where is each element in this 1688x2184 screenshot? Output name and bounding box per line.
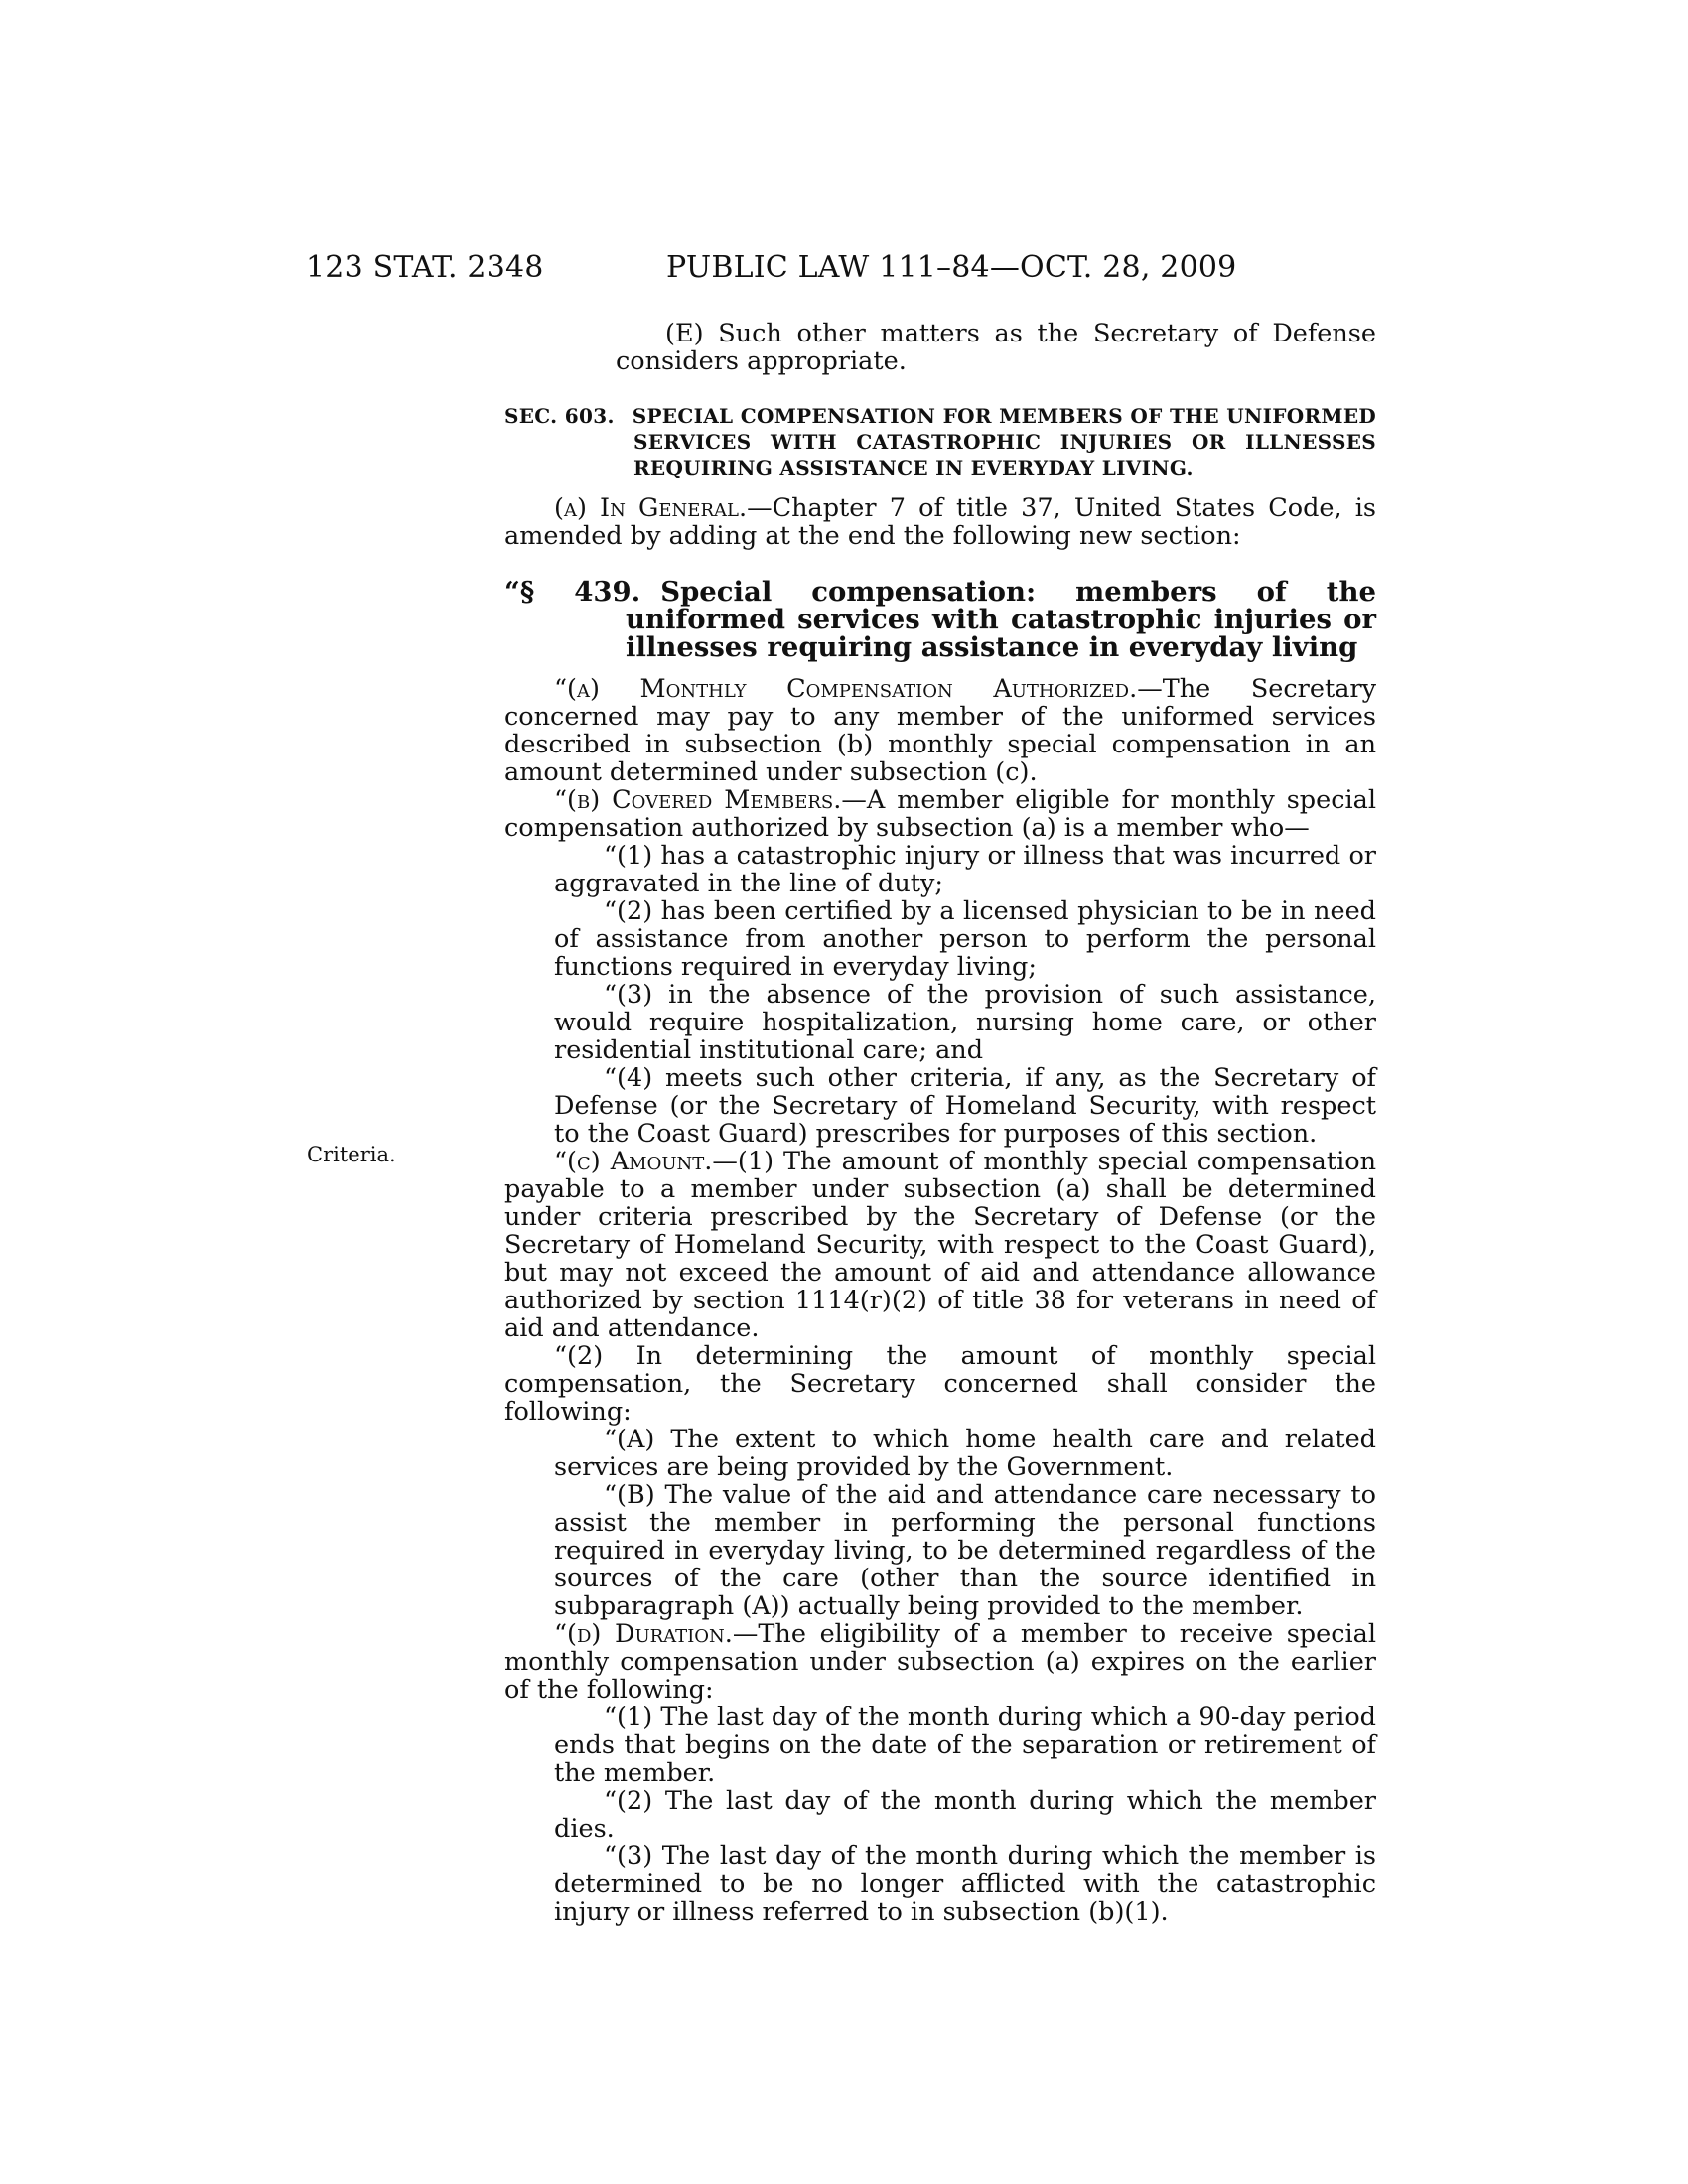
amount-paragraph-2: “(2) In determining the amount of monthly special compensation, the Secretary concerned shall consider the following: [504, 1341, 1376, 1427]
monthly-compensation-heading: “(a) Monthly Compensation Authorized. [554, 674, 1138, 704]
covered-members-heading: “(b) Covered Members. [554, 785, 842, 815]
amount-paragraph [504, 1148, 1376, 1342]
monthly-compensation-text: —The Secretary concerned may pay to any member of the uniformed services described in subsection (b) monthly special compensation in an amount determined under subsection (c). [504, 674, 1376, 787]
running-header: PUBLIC LAW 111–84—OCT. 28, 2009 [666, 250, 1237, 285]
covered-members-paragraph [504, 786, 1376, 842]
covered-members-text: —A member eligible for monthly special compensation authorized by subsection (a) is a member who— [504, 785, 1376, 843]
covered-member-criterion-3: “(3) in the absence of the provision of such assistance, would require hospitalization, nursing home care, or other residential institutional care; and [554, 980, 1376, 1065]
amount-text: —(1) The amount of monthly special compensation payable to a member under subsection (a) shall be determined under criteria prescribed by the Secretary of Defense (or the Secretary of Homeland Security, with respect to the Coast Guard), but may not exceed the amount of aid and attendance allowance authorized by section 1114(r)(2) of title 38 for veterans in need of aid and attendance. [504, 1147, 1377, 1343]
duration-heading: “(d) Duration. [554, 1619, 733, 1649]
subsection-a-text: —Chapter 7 of title 37, United States Code, is amended by adding at the end the following new section: [504, 493, 1376, 551]
duration-paragraph [504, 1620, 1376, 1704]
covered-member-criterion-2: “(2) has been certified by a licensed physician to be in need of assistance from another person to perform the personal functions required in everyday living; [554, 896, 1376, 982]
statute-page-number: 123 STAT. 2348 [306, 250, 544, 285]
duration-item-1: “(1) The last day of the month during which a 90-day period ends that begins on the date of the separation or retirement of the member. [554, 1703, 1376, 1788]
new-section-title: Special compensation: members of the uniformed services with catastrophic injuries or illnesses requiring assistance in everyday living [626, 576, 1376, 663]
section-number: SEC. 603. [504, 404, 615, 428]
subsection-a-heading: (a) In General. [554, 493, 748, 523]
covered-member-criterion-1: “(1) has a catastrophic injury or illness that was incurred or aggravated in the line of duty; [554, 841, 1376, 898]
duration-text: —The eligibility of a member to receive special monthly compensation under subsection (a) expires on the earlier of the following: [504, 1619, 1376, 1705]
subsection-a [504, 494, 1376, 550]
new-section-heading [504, 578, 1376, 661]
subparagraph-e: (E) Such other matters as the Secretary of Defense considers appropriate. [616, 319, 1376, 376]
amount-heading: “(c) Amount. [554, 1147, 713, 1176]
monthly-compensation-paragraph [504, 675, 1376, 786]
covered-member-criterion-4: “(4) meets such other criteria, if any, as the Secretary of Defense (or the Secretary of Homeland Security, with respect to the Coast Guard) prescribes for purposes of this section. [554, 1063, 1376, 1149]
amount-factor-a: “(A) The extent to which home health care and related services are being provided by the Government. [554, 1425, 1376, 1482]
document-body [504, 320, 1376, 1926]
new-section-number: “§ 439. [504, 576, 641, 608]
duration-item-2: “(2) The last day of the month during which the member dies. [554, 1786, 1376, 1843]
section-heading [504, 403, 1376, 480]
margin-note: Criteria. [307, 1143, 396, 1166]
duration-item-3: “(3) The last day of the month during which the member is determined to be no longer afflicted with the catastrophic injury or illness referred to in subsection (b)(1). [554, 1842, 1376, 1927]
amount-factor-b: “(B) The value of the aid and attendance care necessary to assist the member in performing the personal functions required in everyday living, to be determined regardless of the sources of the care (other than the source identified in subparagraph (A)) actually being provided to the member. [554, 1480, 1376, 1621]
section-title: SPECIAL COMPENSATION FOR MEMBERS OF THE UNIFORMED SERVICES WITH CATASTROPHIC INJURIES OR ILLNESSES REQUIRING ASSISTANCE IN EVERYDAY LIVING. [632, 404, 1377, 479]
